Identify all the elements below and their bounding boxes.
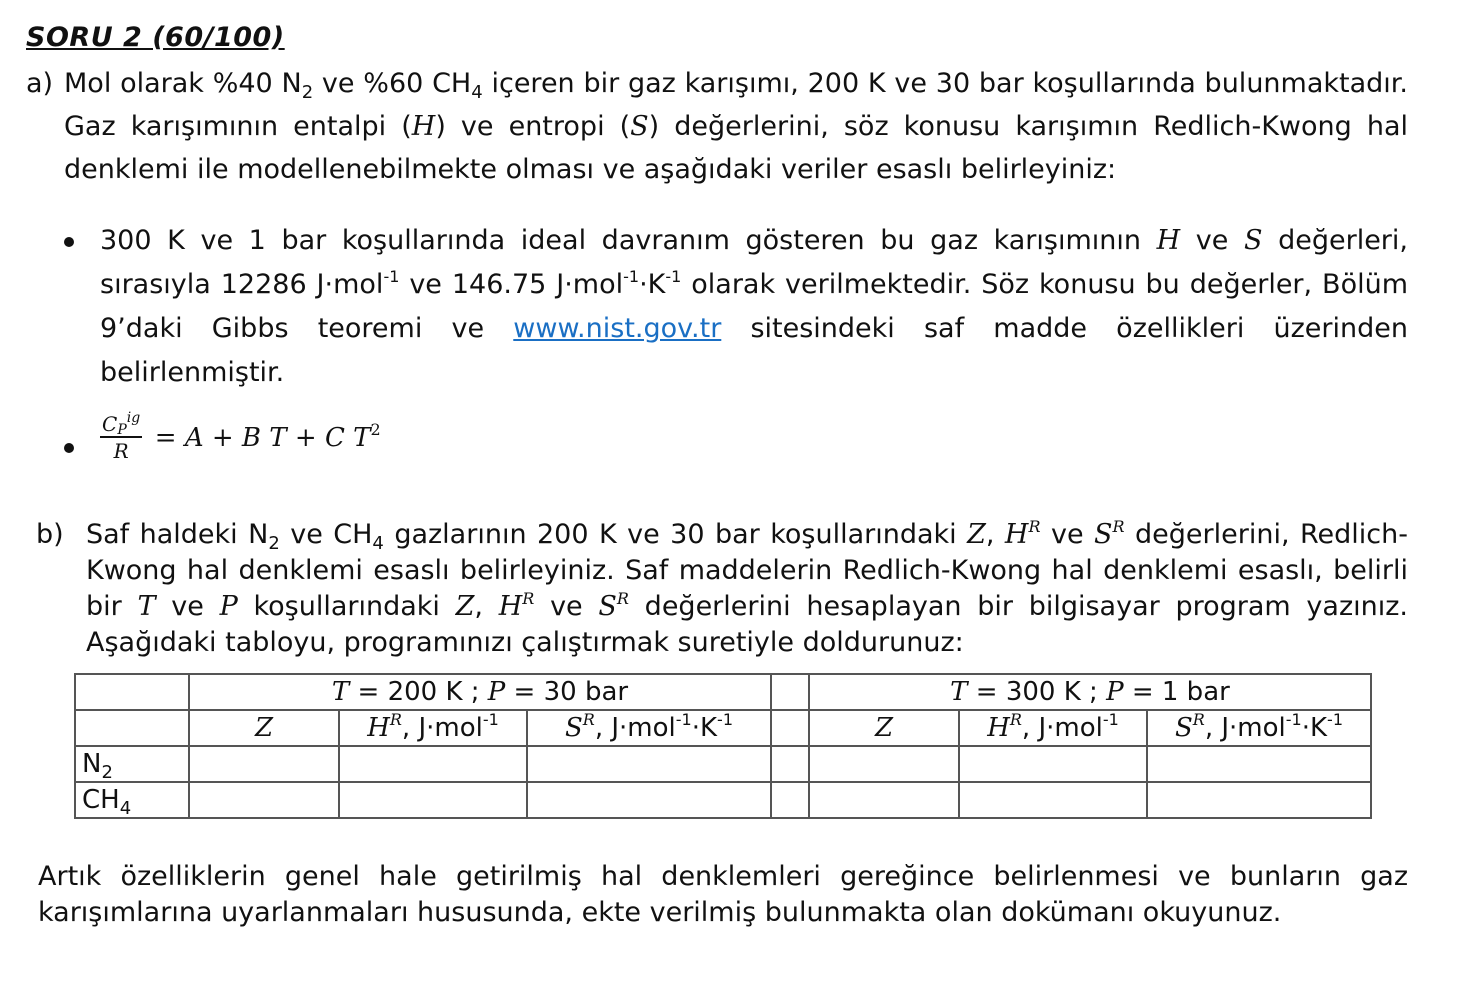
table-group-header-row bbox=[75, 674, 1371, 710]
superscript: R bbox=[1028, 517, 1041, 536]
text: Saf haldeki N bbox=[86, 519, 269, 550]
superscript: -1 bbox=[1285, 710, 1302, 729]
empty-cell[interactable] bbox=[189, 782, 339, 818]
bullet-item-ideal-values bbox=[26, 219, 1408, 395]
superscript: R bbox=[582, 710, 595, 729]
superscript: R bbox=[1112, 517, 1125, 536]
empty-cell[interactable] bbox=[959, 746, 1147, 782]
col-header-HR bbox=[339, 710, 527, 746]
col-header-Z bbox=[809, 710, 959, 746]
subscript: 4 bbox=[471, 82, 483, 103]
text: olarak verilmektedir. Söz konusu bu değerler, Bölüm 9’daki Gibbs teoremi ve bbox=[100, 269, 1409, 344]
math-symbol: S bbox=[1094, 519, 1113, 550]
text: değerlerini hesaplayan bir bilgisayar program yazınız. Aşağıdaki tabloyu, programınızı çalıştırmak suretiyle doldurunuz: bbox=[86, 591, 1409, 658]
subscript: 2 bbox=[268, 533, 280, 554]
math-symbol: T bbox=[950, 677, 968, 707]
formula-rhs bbox=[154, 419, 381, 453]
text: ·K bbox=[639, 269, 666, 300]
table-spacer-cell bbox=[771, 710, 809, 746]
cp-fraction bbox=[100, 410, 142, 463]
bullet-icon bbox=[64, 237, 74, 247]
math-symbol: P bbox=[487, 677, 506, 707]
group-header-200K bbox=[189, 674, 771, 710]
empty-cell[interactable] bbox=[1147, 782, 1371, 818]
superscript: -1 bbox=[383, 267, 400, 286]
math-symbol: H bbox=[411, 111, 436, 142]
math-symbol: S bbox=[630, 111, 649, 142]
superscript: R bbox=[1192, 710, 1205, 729]
text: C bbox=[102, 412, 118, 436]
table-corner-cell bbox=[75, 674, 189, 710]
superscript: -1 bbox=[1102, 710, 1119, 729]
math-symbol: T bbox=[331, 677, 350, 707]
col-header-SR bbox=[527, 710, 771, 746]
text: = A + B T + C T bbox=[154, 422, 371, 453]
text: gazlarının 200 K ve 30 bar koşullarındaki bbox=[383, 519, 968, 550]
text: = 200 K ; bbox=[349, 677, 488, 707]
text: , bbox=[985, 519, 1005, 550]
subscript: 4 bbox=[372, 533, 384, 554]
part-a-bullet-list bbox=[26, 219, 1408, 483]
math-symbol: H bbox=[1004, 519, 1029, 550]
results-table bbox=[74, 673, 1372, 819]
row-label-N2 bbox=[75, 746, 189, 782]
math-symbol: P bbox=[1106, 677, 1124, 707]
text: = 300 K ; bbox=[967, 677, 1107, 707]
nist-link[interactable]: www.nist.gov.tr bbox=[513, 313, 722, 344]
bullet-item-cp-formula bbox=[26, 410, 1408, 483]
table-row bbox=[75, 782, 1371, 818]
fraction-numerator bbox=[100, 410, 142, 438]
text: ) değerlerini, söz konusu karışımın Redlich-Kwong hal denklemi ile modellenebilmekte olması ve aşağıdaki veriler esaslı belirleyiniz: bbox=[64, 111, 1408, 185]
document-page bbox=[26, 18, 1408, 931]
text: ve bbox=[534, 591, 599, 622]
text: , J·mol bbox=[401, 713, 483, 743]
math-symbol: S bbox=[1243, 225, 1263, 256]
text: N bbox=[82, 749, 102, 779]
superscript: -1 bbox=[623, 267, 640, 286]
superscript: ig bbox=[126, 410, 141, 426]
text: içeren bir gaz karışımı, 200 K ve 30 bar koşullarında bulunmaktadır. Gaz karışımının entalpi ( bbox=[64, 68, 1408, 142]
text: sitesindeki saf madde özellikleri üzerinden belirlenmiştir. bbox=[100, 313, 1408, 388]
math-symbol: H bbox=[1156, 225, 1181, 256]
part-a-label: a) bbox=[26, 68, 54, 99]
bullet-icon bbox=[64, 443, 74, 453]
empty-cell[interactable] bbox=[527, 746, 771, 782]
text: 300 K ve 1 bar koşullarında ideal davranım gösteren bu gaz karışımının bbox=[100, 225, 1157, 256]
text: ·K bbox=[1301, 713, 1328, 743]
math-symbol: S bbox=[564, 713, 583, 743]
text: , bbox=[474, 591, 499, 622]
math-symbol: Z bbox=[254, 713, 274, 743]
empty-cell[interactable] bbox=[1147, 746, 1371, 782]
text: değerleri, sırasıyla 12286 J·mol bbox=[100, 225, 1408, 300]
superscript: -1 bbox=[665, 267, 682, 286]
col-header-SR bbox=[1147, 710, 1371, 746]
col-header-Z bbox=[189, 710, 339, 746]
fraction-denominator: R bbox=[113, 439, 129, 463]
text: koşullarındaki bbox=[237, 591, 456, 622]
col-header-HR bbox=[959, 710, 1147, 746]
table-corner-cell bbox=[75, 710, 189, 746]
math-symbol: Z bbox=[455, 591, 475, 622]
part-b-paragraph bbox=[36, 517, 1408, 661]
text: değerlerini, Redlich-Kwong hal denklemi esaslı belirleyiniz. Saf maddelerin Redlich-Kwong hal denklemi esaslı, belirli bir bbox=[86, 519, 1408, 622]
math-symbol: P bbox=[219, 591, 238, 622]
row-label-CH4 bbox=[75, 782, 189, 818]
closing-note: Artık özelliklerin genel hale getirilmiş hal denklemleri gereğince belirlenmesi ve bunların gaz karışımlarına uyarlanmaları hususunda, ekte verilmiş bulunmakta olan dokümanı okuyunuz. bbox=[38, 861, 1408, 928]
table-spacer-cell bbox=[771, 782, 809, 818]
superscript: R bbox=[522, 589, 535, 608]
table-spacer-cell bbox=[771, 746, 809, 782]
superscript: R bbox=[389, 710, 402, 729]
text: , J·mol bbox=[1204, 713, 1286, 743]
text: ve bbox=[1040, 519, 1095, 550]
superscript: -1 bbox=[482, 710, 499, 729]
math-symbol: H bbox=[987, 713, 1010, 743]
text: , J·mol bbox=[1021, 713, 1103, 743]
superscript: R bbox=[616, 589, 629, 608]
text: ve bbox=[155, 591, 220, 622]
text: ) ve entropi ( bbox=[435, 111, 631, 142]
group-header-300K bbox=[809, 674, 1371, 710]
subscript: 2 bbox=[101, 762, 113, 783]
text: ·K bbox=[691, 713, 718, 743]
table-spacer-cell bbox=[771, 674, 809, 710]
subscript: P bbox=[117, 422, 127, 438]
math-symbol: Z bbox=[874, 713, 894, 743]
superscript: R bbox=[1009, 710, 1022, 729]
text: ve %60 CH bbox=[313, 68, 472, 99]
superscript: -1 bbox=[1327, 710, 1343, 729]
superscript: -1 bbox=[717, 710, 733, 729]
text: , J·mol bbox=[594, 713, 676, 743]
part-b-label: b) bbox=[36, 519, 64, 550]
empty-cell[interactable] bbox=[809, 782, 959, 818]
math-symbol: H bbox=[367, 713, 390, 743]
subscript: 2 bbox=[301, 82, 314, 103]
text: ve CH bbox=[279, 519, 373, 550]
empty-cell[interactable] bbox=[959, 782, 1147, 818]
text: = 30 bar bbox=[505, 677, 629, 707]
math-symbol: H bbox=[498, 591, 523, 622]
empty-cell[interactable] bbox=[339, 782, 527, 818]
table-row bbox=[75, 746, 1371, 782]
table-column-header-row bbox=[75, 710, 1371, 746]
part-a-paragraph bbox=[26, 62, 1408, 191]
text: ve bbox=[1180, 225, 1244, 256]
math-symbol: S bbox=[1174, 713, 1193, 743]
math-symbol: Z bbox=[967, 519, 986, 550]
superscript: -1 bbox=[675, 710, 692, 729]
text: CH bbox=[82, 785, 120, 815]
empty-cell[interactable] bbox=[527, 782, 771, 818]
empty-cell[interactable] bbox=[809, 746, 959, 782]
empty-cell[interactable] bbox=[189, 746, 339, 782]
subscript: 4 bbox=[119, 798, 132, 819]
superscript: 2 bbox=[370, 419, 381, 439]
empty-cell[interactable] bbox=[339, 746, 527, 782]
math-symbol: S bbox=[598, 591, 617, 622]
text: ve 146.75 J·mol bbox=[399, 269, 624, 300]
text: Mol olarak %40 N bbox=[64, 68, 302, 99]
text: = 1 bar bbox=[1123, 677, 1230, 707]
math-symbol: T bbox=[137, 591, 156, 622]
question-heading: SORU 2 (60/100) bbox=[26, 22, 285, 53]
